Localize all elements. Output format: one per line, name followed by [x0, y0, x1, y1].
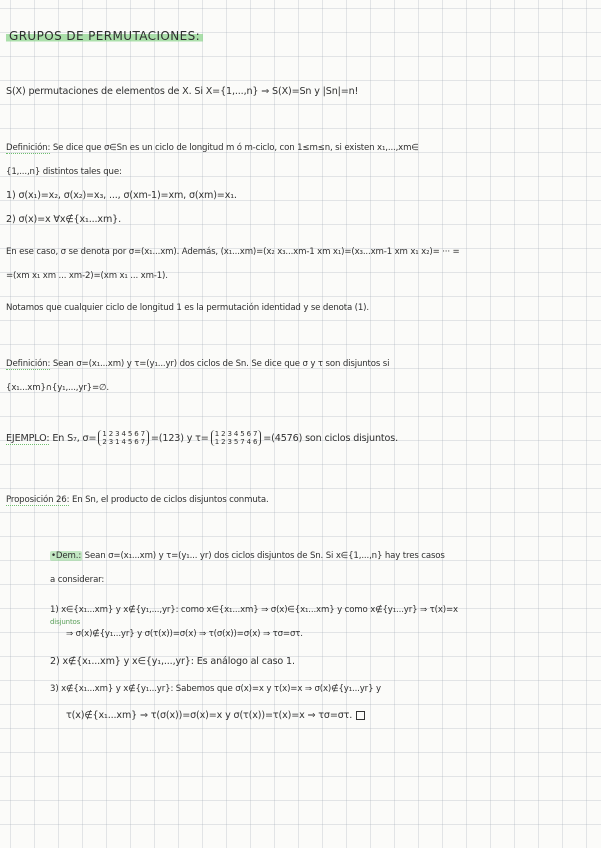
proposition-label: Proposición 26:	[6, 495, 70, 505]
definition-2-line-2: {x₁...xm}∩{y₁,...,yr}=∅.	[6, 383, 109, 393]
proof-case-1: 1) x∈{x₁...xm} y x∉{y₁,...,yr}: como x∈{x₁...xm} ⇒ σ(x)∈{x₁...xm} y como x∉{y₁...yr} ⇒ τ(x)=x	[50, 605, 458, 615]
definition-1-line-2: {1,...,n} distintos tales que:	[6, 167, 122, 177]
definition-2-line-1: Definición: Sean σ=(x₁...xm) y τ=(y₁...yr) dos ciclos de Sn. Se dice que σ y τ son disjuntos si	[6, 359, 390, 369]
proof-line-2: a considerar:	[50, 575, 105, 585]
proof-label: •Dem.:	[51, 551, 82, 561]
proof-line-1: •Dem.: Sean σ=(x₁...xm) y τ=(y₁... yr) dos ciclos disjuntos de Sn. Si x∈{1,...,n} hay tres casos	[51, 551, 445, 561]
qed-square-icon	[356, 711, 365, 720]
definition-1-item-1: 1) σ(x₁)=x₂, σ(x₂)=x₃, ..., σ(xm-1)=xm, σ(xm)=x₁.	[6, 190, 237, 201]
proof-case-1-note: disjuntos	[50, 618, 81, 626]
intro-line: S(X) permutaciones de elementos de X. Si X={1,...,n} ⇒ S(X)=Sn y |Sn|=n!	[6, 86, 359, 97]
definition-1-item-2: 2) σ(x)=x ∀x∉{x₁...xm}.	[6, 214, 122, 225]
page-title: GRUPOS DE PERMUTACIONES:	[6, 30, 203, 42]
definition-2-label: Definición:	[6, 359, 51, 369]
definition-1-line-4: =(xm x₁ xm ... xm-2)=(xm x₁ ... xm-1).	[6, 271, 168, 281]
definition-1-note: Notamos que cualquier ciclo de longitud 1 es la permutación identidad y se denota (1).	[6, 303, 369, 313]
definition-1-line-3: En ese caso, σ se denota por σ=(x₁...xm). Además, (x₁...xm)=(x₂ x₃...xm-1 xm x₁)=(x₃...xm-1 xm x₁ x₂)= ··· =	[6, 247, 460, 257]
definition-1-label: Definición:	[6, 143, 51, 153]
proposition-26: Proposición 26: En Sn, el producto de ciclos disjuntos conmuta.	[6, 495, 269, 505]
proof-case-1-conclusion: ⇒ σ(x)∉{y₁...yr} y σ(τ(x))=σ(x) ⇒ τ(σ(x))=σ(x) ⇒ τσ=στ.	[66, 629, 303, 639]
proof-case-2: 2) x∉{x₁...xm} y x∈{y₁,...,yr}: Es análogo al caso 1.	[50, 656, 295, 667]
example-label: EJEMPLO:	[6, 433, 50, 444]
sigma-matrix: 1 2 3 4 5 6 7 2 3 1 4 5 6 7	[98, 430, 149, 446]
proof-case-3: 3) x∉{x₁...xm} y x∉{y₁...yr}: Sabemos que σ(x)=x y τ(x)=x ⇒ σ(x)∉{y₁...yr} y	[50, 684, 381, 694]
example-line: EJEMPLO: En S₇, σ= 1 2 3 4 5 6 7 2 3 1 4 5 6 7 =(123) y τ= 1 2 3 4 5 6 7 1 2 3 5 7 4 6 =(4576) son ciclos disjuntos.	[6, 430, 398, 446]
tau-matrix: 1 2 3 4 5 6 7 1 2 3 5 7 4 6	[211, 430, 262, 446]
definition-1-line-1: Definición: Se dice que σ∈Sn es un ciclo de longitud m ó m-ciclo, con 1≤m≤n, si existen x₁,...,xm∈	[6, 143, 419, 153]
proof-case-3-conclusion: τ(x)∉{x₁...xm} ⇒ τ(σ(x))=σ(x)=x y σ(τ(x))=τ(x)=x ⇒ τσ=στ.	[66, 710, 365, 722]
